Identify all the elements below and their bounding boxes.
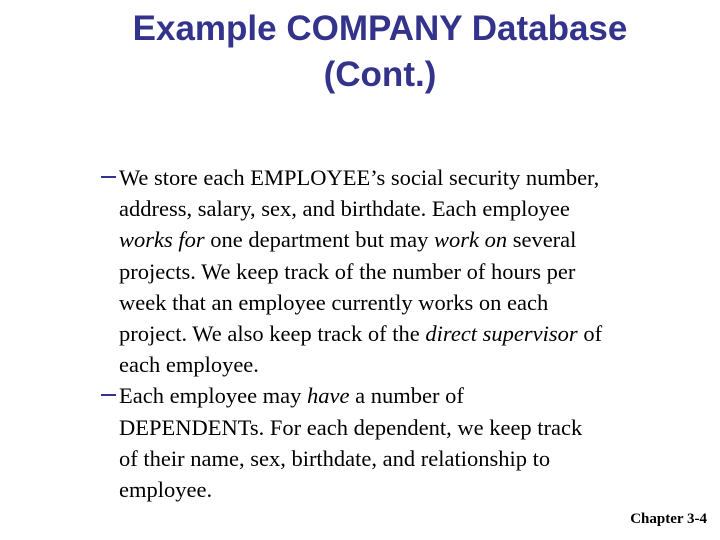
bullet-text: one department but may <box>204 227 434 253</box>
emphasis-text: work on <box>433 227 508 253</box>
bullet-line <box>119 224 695 255</box>
slide-title-line-2: (Cont.) <box>323 55 437 94</box>
dash-bullet-icon <box>101 176 116 178</box>
bullet-line: week that an employee currently works on each <box>119 289 549 315</box>
bullet-line: of their name, sex, birthdate, and relationship to <box>119 445 551 471</box>
bullet-line: We store each EMPLOYEE’s social security number, <box>119 165 600 190</box>
bullet-text: of <box>577 321 603 347</box>
bullet-line: employee. <box>119 477 213 503</box>
bullet-text: Each employee may <box>119 383 308 409</box>
bullet-line <box>119 318 695 349</box>
bullet-dependents <box>95 380 695 505</box>
bullet-line: each employee. <box>119 352 259 378</box>
chapter-footer: Chapter 3-4 <box>630 511 707 527</box>
emphasis-text: direct supervisor <box>425 321 578 347</box>
bullet-text: project. We also keep track of the <box>119 321 426 347</box>
bullet-line: DEPENDENTs. For each dependent, we keep track <box>119 414 583 440</box>
bullet-line <box>119 380 695 411</box>
bullet-line: projects. We keep track of the number of hours per <box>119 258 576 284</box>
bullet-text: several <box>507 227 577 253</box>
bullet-text: a number of <box>349 383 464 409</box>
emphasis-text: have <box>307 383 350 409</box>
bullet-employee <box>95 162 695 380</box>
bullet-line: address, salary, sex, and birthdate. Each employee <box>119 196 570 222</box>
dash-bullet-icon <box>101 394 116 396</box>
slide-title-line-1: Example COMPANY Database <box>132 9 628 48</box>
bullet-list <box>95 162 695 505</box>
slide-title <box>70 6 690 98</box>
emphasis-text: works for <box>119 227 205 253</box>
